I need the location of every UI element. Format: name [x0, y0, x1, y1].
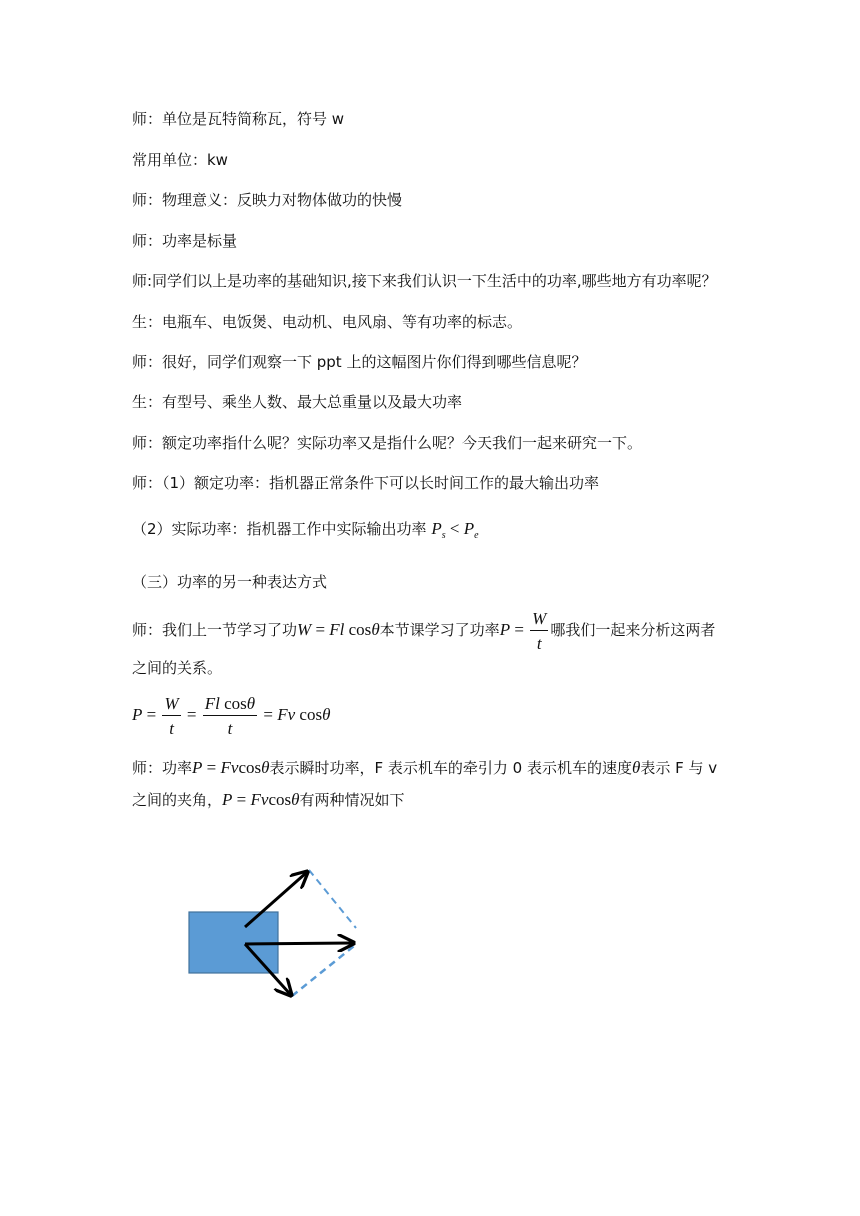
line-question: 师：额定功率指什么呢？实际功率又是指什么呢？今天我们一起来研究一下。	[132, 434, 643, 452]
line-rated-power: 师：（1）额定功率：指机器正常条件下可以长时间工作的最大输出功率	[132, 474, 600, 492]
formula-instant: P = Fvcosθ	[192, 758, 270, 777]
arrow-velocity	[245, 943, 352, 944]
line-observe-ppt: 师：很好，同学们观察一下 ppt 上的这幅图片你们得到哪些信息呢？	[132, 353, 587, 371]
formula-power: P = $\frac{W}{t}$	[499, 609, 547, 653]
formula-work: W = Fl cosθ	[297, 619, 380, 639]
line-info: 生：有型号、乘坐人数、最大总重量以及最大功率	[132, 393, 463, 411]
line-scalar: 师：功率是标量	[132, 232, 238, 250]
formula-ps-lt-pe: $P_s < P_e$	[431, 519, 479, 541]
line-instant-power: 师：功率P = Fvcosθ表示瞬时功率，F 表示机车的牵引力 0 表示机车的速度θ表示 F 与 v	[132, 758, 718, 777]
line-unit-watt: 师：单位是瓦特简称瓦，符号 w	[132, 110, 345, 128]
line-angle: 之间的夹角，P = Fvcosθ有两种情况如下	[132, 790, 405, 809]
dashed-line-lower	[292, 946, 354, 996]
formula-instant-2: P = Fvcosθ	[222, 790, 300, 809]
line-power-signs: 生：电瓶车、电饭煲、电动机、电风扇、等有功率的标志。	[132, 313, 523, 331]
line-relation: 之间的关系。	[132, 659, 223, 677]
line-life-power: 师:同学们以上是功率的基础知识,接下来我们认识一下生活中的功率,哪些地方有功率呢？	[132, 272, 717, 290]
section-heading: （三）功率的另一种表达方式	[132, 573, 328, 591]
line-work-power: 师：我们上一节学习了功W = Fl cosθ本节课学习了功率P = $\frac{W}{t}$ 哪我们一起来分析这两者	[132, 609, 716, 653]
formula-derivation: P = $\frac{W}{t}$ = $\frac{\text{Fl cosθ}}{t}$ = Fv cosθ	[132, 694, 331, 738]
line-common-unit: 常用单位：kw	[132, 151, 228, 169]
actual-power-text: （2）实际功率：指机器工作中实际输出功率	[132, 520, 427, 538]
dashed-line-upper	[309, 870, 356, 928]
line-physical-meaning: 师：物理意义：反映力对物体做功的快慢	[132, 191, 403, 209]
